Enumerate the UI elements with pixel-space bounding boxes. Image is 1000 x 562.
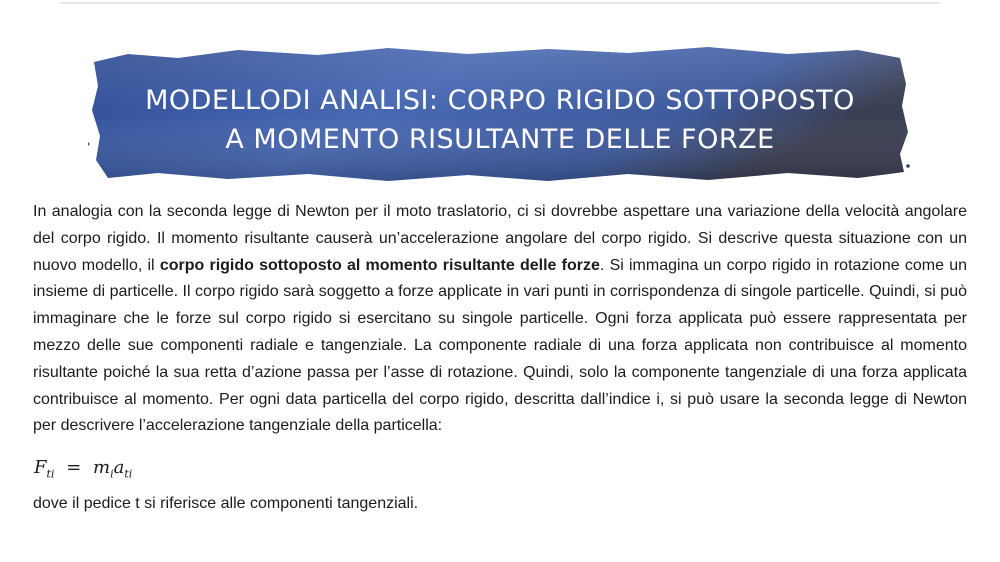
formula-equals: = <box>66 457 82 478</box>
title-banner <box>88 44 912 184</box>
formula-acceleration-subscript: ti <box>124 467 133 481</box>
paragraph-part-2: . Si immagina un corpo rigido in rotazione come un insieme di particelle. Il corpo rigido sarà soggetto a forze applicate in vari punti in corrispondenza di singole particelle. Quindi, si può immaginare che le forze sul corpo rigido si esercitano su singole particelle. Ogni forza applicata può essere rappresentata per mezzo delle sue componenti radiale e tangenziale. La componente radiale di una forza applicata non contribuisce al momento risultante poiché la sua retta d’azione passa per l’asse di rotazione. Quindi, solo la componente tangenziale di una forza applicata contribuisce al momento. Per ogni data particella del corpo rigido, descritta dall’indice i, si può usare la seconda legge di Newton per descrivere l’accelerazione tangenziale della particella: <box>33 256 968 435</box>
bold-term: corpo rigido sottoposto al momento risultante delle forze <box>159 256 600 274</box>
formula <box>34 457 132 481</box>
page-title <box>88 50 912 190</box>
title-line-1: MODELLODI ANALISI: CORPO RIGIDO SOTTOPOSTO <box>145 85 855 116</box>
footnote-text: dove il pedice t si riferisce alle componenti tangenziali. <box>33 495 419 512</box>
formula-mass: m <box>93 457 111 478</box>
formula-acceleration: a <box>113 457 125 478</box>
title-line-2: A MOMENTO RISULTANTE DELLE FORZE <box>225 124 775 155</box>
formula-force-subscript: ti <box>46 467 55 481</box>
paragraph-part-1: In analogia con la seconda legge di Newton per il moto traslatorio, ci si dovrebbe aspettare una variazione della velocità angolare del corpo rigido. Il momento risultante causerà un’accelerazione angolare del corpo rigido. Si descrive questa situazione con un nuovo modello, il <box>33 203 967 274</box>
body-paragraph <box>33 199 967 440</box>
top-divider <box>60 2 940 4</box>
formula-mass-subscript: i <box>110 467 114 481</box>
formula-force: F <box>34 457 47 478</box>
